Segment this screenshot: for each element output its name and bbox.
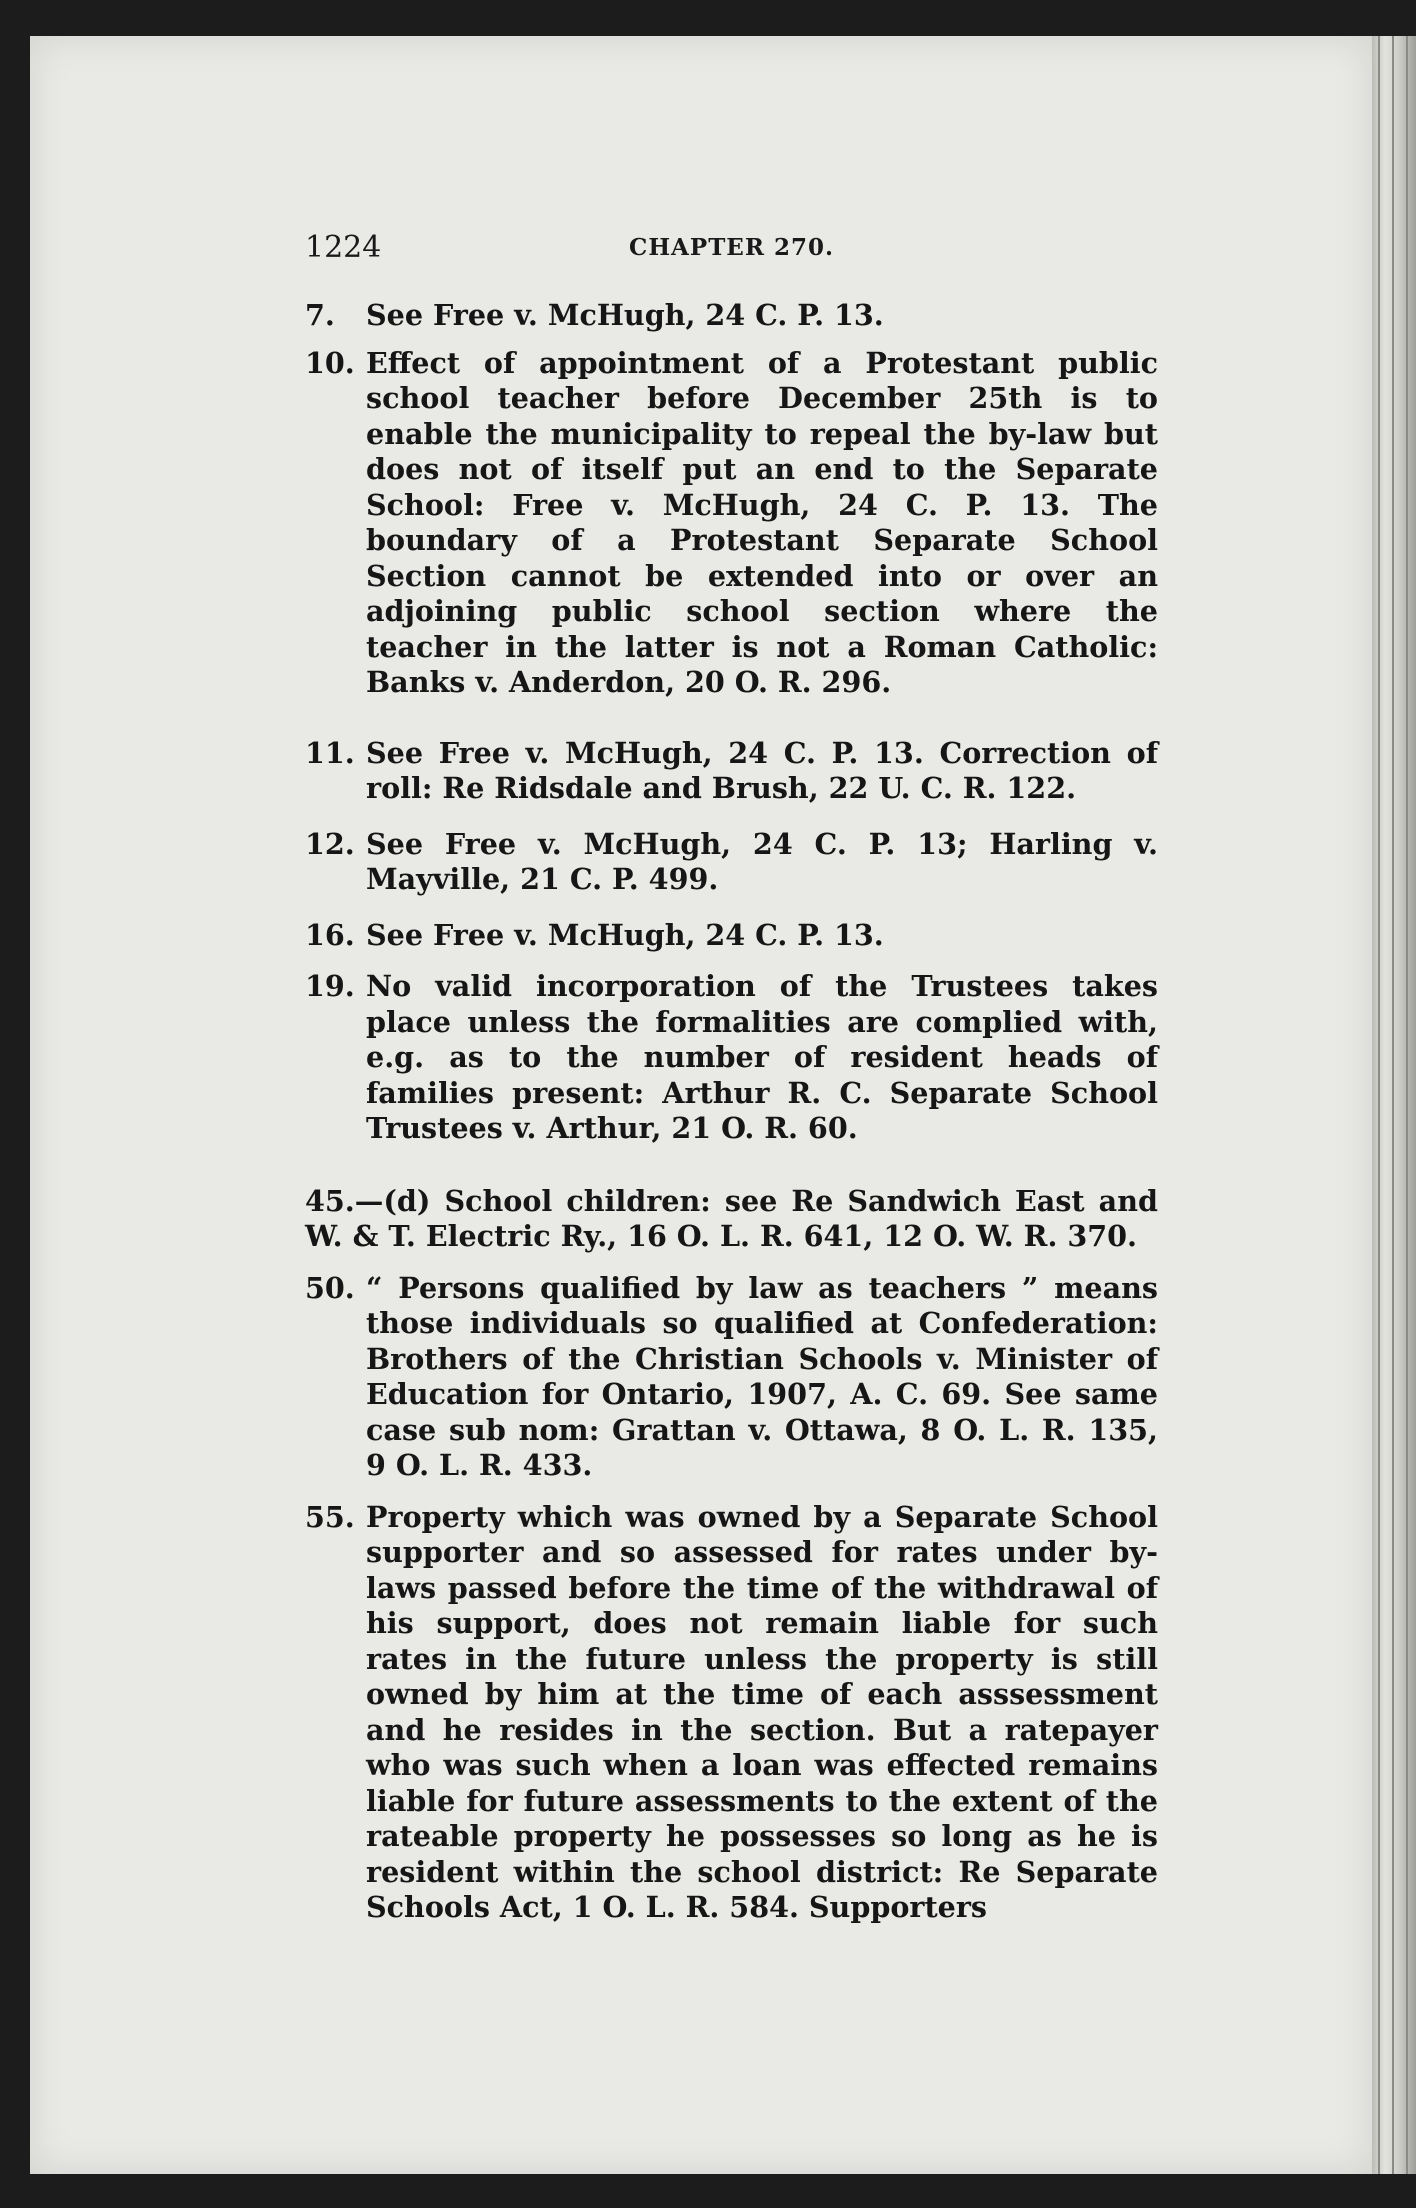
- annotation-notes: [305, 298, 1158, 1926]
- note-45: [305, 1184, 1158, 1255]
- note-text: School children: see Re Sandwich East and W. & T. Electric Ry., 16 O. L. R. 641, 12 O. W. R. 370.: [305, 1183, 1158, 1253]
- note-11: [305, 736, 1158, 807]
- note-number: 7.: [305, 298, 335, 332]
- note-number: 16.: [305, 917, 355, 952]
- note-number: 11.: [305, 735, 355, 770]
- note-text: See Free v. McHugh, 24 C. P. 13. Correction of roll: Re Ridsdale and Brush, 22 U. C. R. 122.: [366, 735, 1158, 805]
- page-header: [305, 230, 1158, 270]
- note-number: 45.—(d): [305, 1183, 431, 1218]
- note-number: 50.: [305, 1270, 355, 1305]
- page-edge: [1372, 36, 1416, 2174]
- note-text: See Free v. McHugh, 24 C. P. 13.: [366, 298, 884, 332]
- note-10: [305, 346, 1158, 701]
- note-number: 10.: [305, 345, 355, 380]
- page-number: 1224: [305, 230, 382, 265]
- note-16: [305, 918, 1158, 954]
- note-7: [305, 298, 1158, 334]
- note-50: [305, 1271, 1158, 1484]
- note-text: No valid incorporation of the Trustees takes place unless the formalities are complied with, e.g. as to the number of resident heads of families present: Arthur R. C. Separate School Trustees v. Arthur, 21 O. R. 60.: [366, 969, 1158, 1145]
- note-text: Property which was owned by a Separate School supporter and so assessed for rates under by-laws passed before the time of the withdrawal of his support, does not remain liable for such rates in the future unless the property is still owned by him at the time of each asssessment and he resides in the section. But a ratepayer who was such when a loan was effected remains liable for future assessments to the extent of the rateable property he possesses so long as he is resident within the school district: Re Separate Schools Act, 1 O. L. R. 584. Supporters: [366, 1499, 1158, 1924]
- note-55: [305, 1500, 1158, 1926]
- note-number: 12.: [305, 826, 355, 861]
- chapter-title: CHAPTER 270.: [629, 234, 834, 261]
- note-text: See Free v. McHugh, 24 C. P. 13; Harling v. Mayville, 21 C. P. 499.: [366, 826, 1158, 896]
- note-number: 19.: [305, 969, 355, 1003]
- note-number: 55.: [305, 1499, 355, 1534]
- note-12: [305, 827, 1158, 898]
- note-text: Effect of appointment of a Protestant public school teacher before December 25th is to enable the municipality to repeal the by-law but does not of itself put an end to the Separate School: Free v. McHugh, 24 C. P. 13. The boundary of a Protestant Separate School Section cannot be extended into or over an adjoining public school section where the teacher in the latter is not a Roman Catholic: Banks v. Anderdon, 20 O. R. 296.: [366, 345, 1158, 699]
- note-text: See Free v. McHugh, 24 C. P. 13.: [366, 917, 884, 952]
- note-19: [305, 969, 1158, 1147]
- note-text: “ Persons qualified by law as teachers ” means those individuals so qualified at Confederation: Brothers of the Christian Schools v. Minister of Education for Ontario, 1907, A. C. 69. See same case sub nom: Grattan v. Ottawa, 8 O. L. R. 135, 9 O. L. R. 433.: [366, 1270, 1158, 1482]
